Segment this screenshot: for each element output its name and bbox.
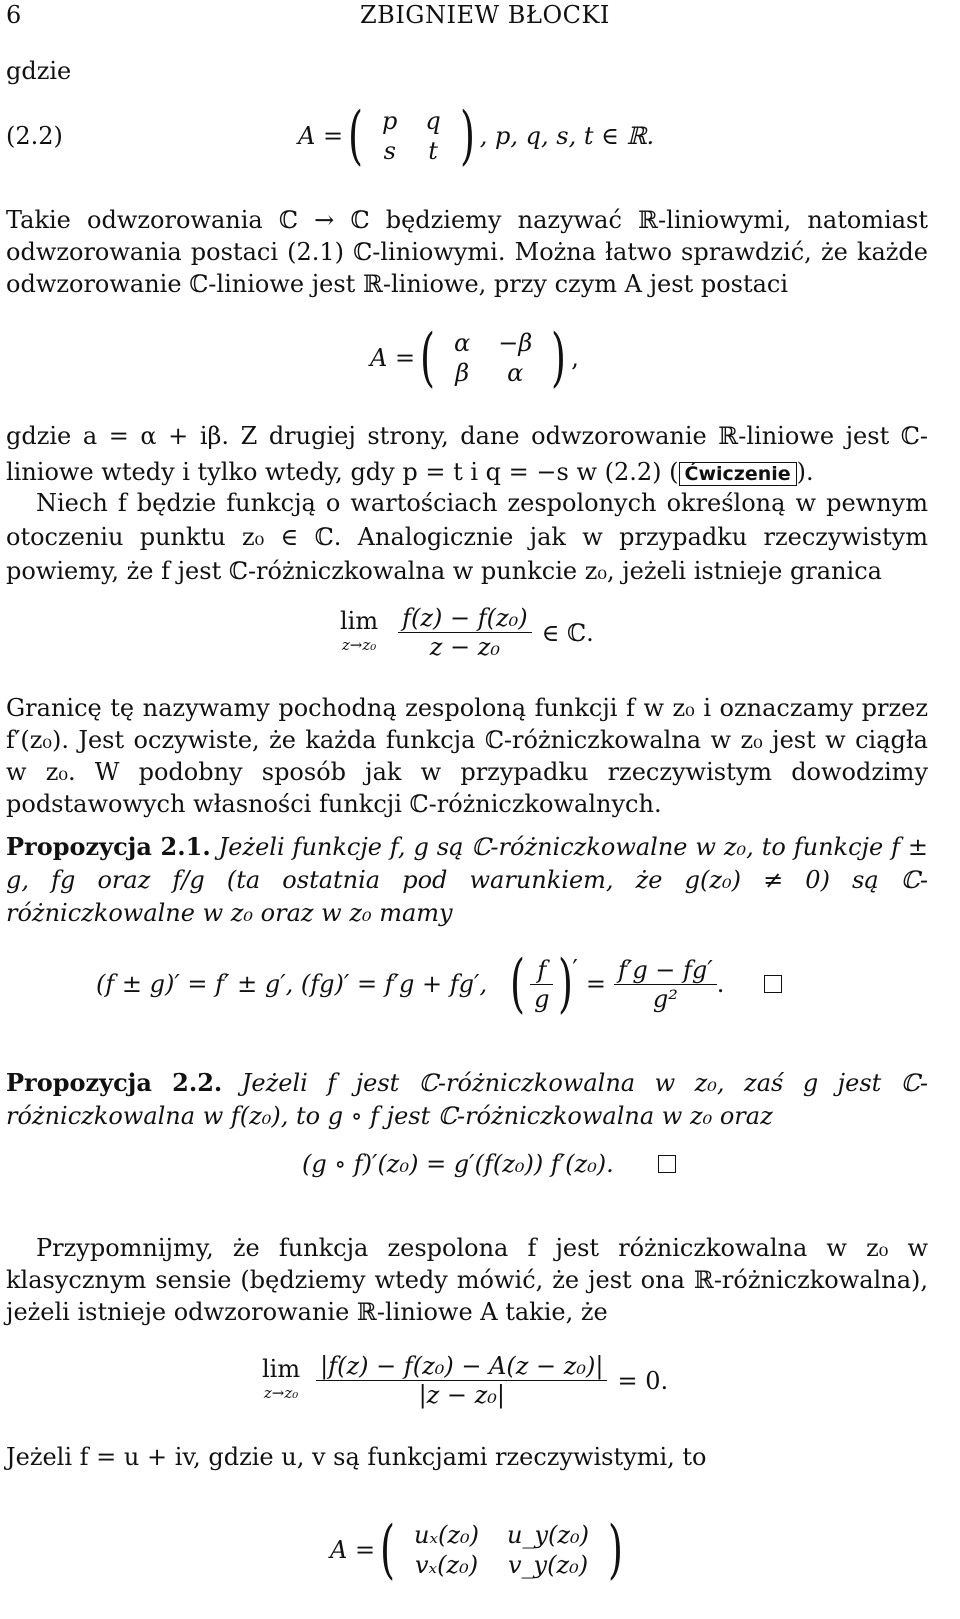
proposition-text: Jeżeli funkcje f, g są ℂ-różniczkowalne w z₀, to funkcje f ± g, fg oraz f/g (ta ostatnia pod warunkiem, że g(z₀) ≠ 0) są ℂ-różniczkowalne w z₀ oraz w z₀ mamy — [6, 833, 928, 927]
matrix-cell: uₓ(z₀) — [414, 1521, 480, 1549]
left-paren: ( — [510, 947, 526, 1021]
equals-sign: = — [585, 970, 606, 998]
matrix-cell: u_y(z₀) — [507, 1521, 590, 1549]
paragraph-real-differentiable: Przypomnijmy, że funkcja zespolona f jest różniczkowalna w z₀ w klasycznym sensie (będziemy wtedy mówić, że jest ona ℝ-różniczkowalna), jeżeli istnieje odwzorowanie ℝ-liniowe A takie, że — [6, 1234, 928, 1326]
lim-subscript: z→z₀ — [341, 635, 377, 654]
equation-chain-rule — [302, 1150, 676, 1178]
proposition-label: Propozycja 2.2. — [6, 1068, 223, 1097]
equation-label: (2.2) — [6, 122, 63, 150]
left-paren: ( — [380, 1513, 396, 1587]
right-paren: ) — [558, 947, 574, 1021]
lim-word: lim — [262, 1354, 301, 1383]
difference-quotient — [398, 604, 532, 661]
proposition-text: Jeżeli f jest ℂ-różniczkowalna w z₀, zaś g jest ℂ-różniczkowalna w f(z₀), to g ∘ f jest ℂ-różniczkowalna w z₀ oraz — [6, 1069, 929, 1130]
paragraph-text: gdzie a = α + iβ. Z drugiej strony, dane odwzorowanie ℝ-liniowe jest ℂ-liniowe wtedy i tylko wtedy, gdy p = t i q = −s w (2.2) ( — [6, 422, 928, 486]
matrix-cell: −β — [498, 329, 533, 357]
equation-limit-derivative — [340, 604, 594, 661]
equation-derivative-rules — [96, 947, 782, 1021]
matrix-cell: p — [382, 107, 398, 135]
left-paren: ( — [420, 321, 436, 395]
matrix-cell: q — [425, 107, 441, 135]
equation-rhs: , — [571, 344, 579, 372]
matrix-2x2 — [368, 106, 455, 166]
quotient-fraction — [530, 956, 553, 1013]
equation-limit-real — [262, 1352, 668, 1409]
equation-lhs: A = — [370, 344, 416, 372]
matrix-cell: s — [383, 137, 396, 165]
paragraph-complex-differentiable: Niech f będzie funkcją o wartościach zespolonych określoną w pewnym otoczeniu punktu z₀ ∈ ℂ. Analogicznie jak w przypadku rzeczywistym powiemy, że f jest ℂ-różniczkowalna w punkcie z₀, jeżeli istnieje granica — [6, 489, 928, 585]
equation-rhs: , p, q, s, t ∈ ℝ. — [479, 122, 655, 150]
matrix-cell: t — [428, 137, 438, 165]
paragraph-end: ). — [796, 458, 814, 486]
fraction-denominator: |z − z₀| — [316, 1380, 607, 1409]
exercise-box: Ćwiczenie — [679, 462, 797, 486]
equation-rhs: ∈ ℂ. — [541, 618, 594, 647]
equation-rhs: = 0. — [617, 1366, 669, 1395]
fraction-numerator: f(z) − f(z₀) — [402, 604, 528, 632]
matrix-cell: α — [507, 359, 524, 387]
limit-operator — [340, 606, 379, 657]
running-title: ZBIGNIEW BŁOCKI — [360, 1, 610, 29]
prime-mark: ′ — [572, 955, 578, 983]
fraction-denominator: g² — [614, 984, 717, 1013]
fraction-denominator: g — [530, 984, 553, 1013]
quotient-rule-fraction — [614, 956, 717, 1013]
gdzie-text: gdzie — [6, 57, 72, 85]
lim-subscript: z→z₀ — [263, 1383, 299, 1402]
paragraph-u-v: Jeżeli f = u + iv, gdzie u, v są funkcjami rzeczywistymi, to — [6, 1443, 707, 1471]
matrix-cell: α — [454, 329, 471, 357]
fraction-numerator: |f(z) − f(z₀) − A(z − z₀)| — [320, 1352, 604, 1380]
left-paren: ( — [348, 99, 364, 173]
qed-box — [764, 975, 782, 993]
matrix-2x2 — [440, 328, 546, 388]
norm-quotient — [316, 1352, 607, 1409]
proposition-2-2 — [6, 1066, 928, 1133]
matrix-cell: β — [455, 359, 470, 387]
right-paren: ) — [459, 99, 475, 173]
lim-word: lim — [340, 606, 379, 635]
equation-lhs: A = — [330, 1536, 376, 1564]
fraction-numerator: f — [537, 955, 547, 984]
paragraph-derivative-definition: Granicę tę nazywamy pochodną zespoloną funkcji f w z₀ i oznaczamy przez f′(z₀). Jest oczywiste, że każda funkcja ℂ-różniczkowalna w z₀ jest w ciągła w z₀. W podobny sposób jak w przypadku rzeczywistym dowodzimy podstawowych własności funkcji ℂ-różniczkowalnych. — [6, 694, 928, 818]
fraction-denominator: z − z₀ — [398, 632, 532, 661]
page-number: 6 — [6, 1, 22, 29]
paragraph-linear-maps: Takie odwzorowania ℂ → ℂ będziemy nazywać ℝ-liniowymi, natomiast odwzorowania postaci (2.1) ℂ-liniowymi. Można łatwo sprawdzić, że każde odwzorowanie ℂ-liniowe jest ℝ-liniowe, przy czym A jest postaci — [6, 206, 928, 298]
equation-2-2 — [298, 96, 654, 176]
proposition-label: Propozycja 2.1. — [6, 832, 211, 861]
equation-lhs: A = — [298, 122, 344, 150]
fraction-numerator: f′g − fg′ — [617, 955, 713, 984]
equation-jacobian-matrix — [330, 1500, 628, 1600]
period: . — [716, 970, 725, 998]
equation-alpha-beta — [370, 318, 579, 398]
right-paren: ) — [551, 321, 567, 395]
right-paren: ) — [608, 1513, 624, 1587]
matrix-2x2 — [400, 1520, 603, 1580]
chain-rule-formula: (g ∘ f)′(z₀) = g′(f(z₀)) f′(z₀). — [302, 1150, 614, 1178]
qed-box — [658, 1155, 676, 1173]
sum-product-rules: (f ± g)′ = f′ ± g′, (fg)′ = f′g + fg′, — [96, 970, 488, 998]
matrix-cell: v_y(z₀) — [507, 1551, 589, 1579]
proposition-2-1 — [6, 830, 928, 930]
matrix-cell: vₓ(z₀) — [414, 1551, 479, 1579]
paragraph-cr-condition — [6, 418, 928, 492]
limit-operator — [262, 1354, 301, 1405]
